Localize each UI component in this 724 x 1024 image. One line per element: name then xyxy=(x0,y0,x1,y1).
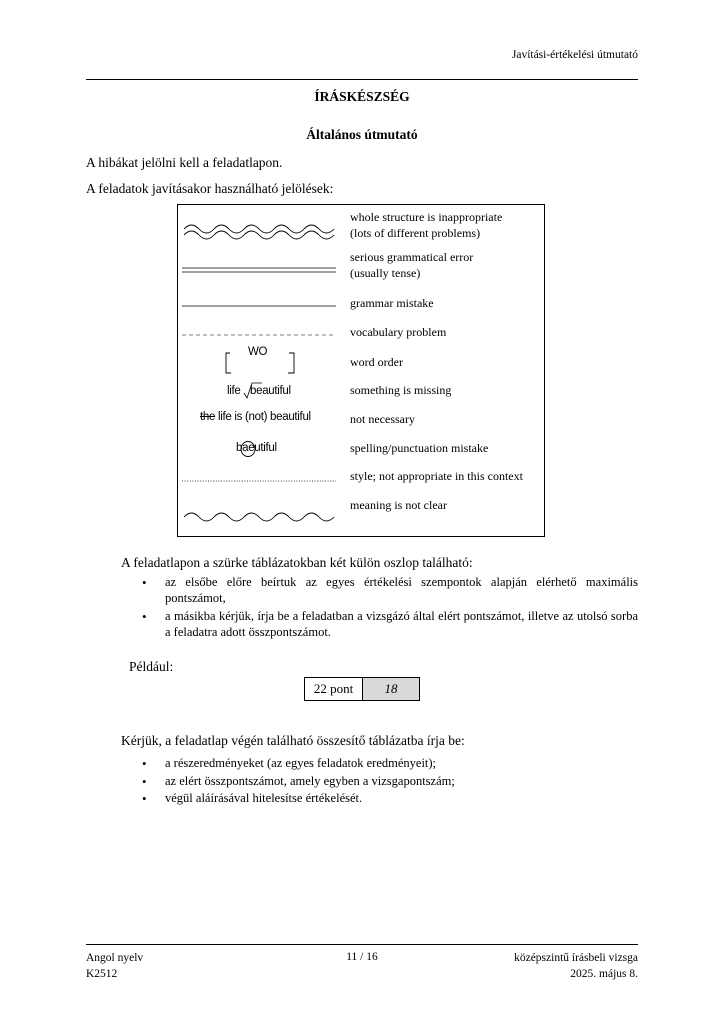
double-line-icon xyxy=(182,249,336,283)
mark-desc-line: spelling/punctuation mistake xyxy=(350,441,489,455)
list-item: • a részeredményeket (az egyes feladatok eredményeit); xyxy=(121,756,638,772)
word-order-label: WO xyxy=(248,346,268,358)
mark-row-whole-structure xyxy=(178,209,544,245)
word-order-brackets-icon xyxy=(182,345,336,379)
summary-list xyxy=(121,756,638,809)
mark-row-vocabulary xyxy=(178,324,544,344)
footer-right xyxy=(514,951,638,982)
example-word: beautiful xyxy=(250,385,291,397)
footer-exam-level: középszintű írásbeli vizsga xyxy=(514,952,638,964)
footer-date: 2025. május 8. xyxy=(570,967,638,980)
mark-desc-line: meaning is not clear xyxy=(350,498,447,512)
intro-line-1: A hibákat jelölni kell a feladatlapon. xyxy=(86,155,283,170)
mark-desc-line: something is missing xyxy=(350,383,452,397)
mark-row-meaning-unclear xyxy=(178,497,544,523)
mark-desc-line: grammar mistake xyxy=(350,296,434,310)
dashed-line-icon xyxy=(182,324,336,344)
example-word: life xyxy=(227,385,241,397)
example-label: Például: xyxy=(129,659,174,674)
mark-desc-line: word order xyxy=(350,355,403,369)
single-line-icon xyxy=(182,295,336,315)
example-achieved-score: 18 xyxy=(363,678,419,700)
circled-letters-icon xyxy=(182,435,336,461)
mark-desc-line: serious grammatical error xyxy=(350,250,474,264)
mark-desc-line: not necessary xyxy=(350,412,415,426)
header-rule xyxy=(86,79,638,80)
double-wavy-line-icon xyxy=(182,209,336,245)
list-item: • az elért összpontszámot, amely egyben a vizsgapontszám; xyxy=(121,774,638,790)
mark-row-not-necessary xyxy=(178,406,544,432)
page-title: ÍRÁSKÉSZSÉG xyxy=(314,89,410,104)
dotted-line-icon xyxy=(182,468,336,488)
footer-rule xyxy=(86,944,638,945)
example-phrase: life is (not) beautiful xyxy=(215,411,311,423)
mark-row-serious-grammar xyxy=(178,249,544,283)
mark-row-style xyxy=(178,468,544,488)
struck-word: the xyxy=(200,411,216,423)
instructions-intro: A feladatlapon a szürke táblázatokban két külön oszlop található: xyxy=(121,555,473,570)
mark-desc-line: vocabulary problem xyxy=(350,325,447,339)
example-score-table xyxy=(304,677,420,701)
wavy-line-icon xyxy=(182,497,336,523)
mark-desc-line: whole structure is inappropriate xyxy=(350,210,503,224)
mark-row-grammar-mistake xyxy=(178,295,544,315)
correction-marks-table xyxy=(177,204,545,537)
mark-row-missing xyxy=(178,377,544,405)
mark-desc-line: style; not appropriate in this context xyxy=(350,469,523,483)
mark-row-spelling xyxy=(178,435,544,461)
footer-subject: Angol nyelv xyxy=(86,952,144,964)
list-item: • végül aláírásával hitelesítse értékelését. xyxy=(121,791,638,807)
header-document-type: Javítási-értékelési útmutató xyxy=(511,49,638,61)
mark-desc-line: (lots of different problems) xyxy=(350,226,481,240)
instructions-list xyxy=(121,575,638,643)
list-item: • az elsőbe előre beírtuk az egyes értékelési szempontok alapján elérhető maximális pontszámot, xyxy=(121,575,638,606)
summary-intro: Kérjük, a feladatlap végén található összesítő táblázatba írja be: xyxy=(121,733,465,748)
example-max-points: 22 pont xyxy=(305,678,363,700)
list-item: • a másikba kérjük, írja be a feladatban a vizsgázó által elért pontszámot, illetve az utolsó sorba a feladatra adott összpontszámot. xyxy=(121,609,638,640)
mark-row-word-order xyxy=(178,345,544,379)
footer-page-number: 11 / 16 xyxy=(346,951,378,963)
section-subtitle: Általános útmutató xyxy=(306,127,418,142)
intro-line-2: A feladatok javításakor használható jelölések: xyxy=(86,181,334,196)
misspelled-word: baeutiful xyxy=(236,442,277,454)
footer-code: K2512 xyxy=(86,967,118,980)
insertion-caret-icon xyxy=(182,377,336,405)
strikethrough-icon xyxy=(182,406,336,432)
mark-desc-line: (usually tense) xyxy=(350,266,421,280)
